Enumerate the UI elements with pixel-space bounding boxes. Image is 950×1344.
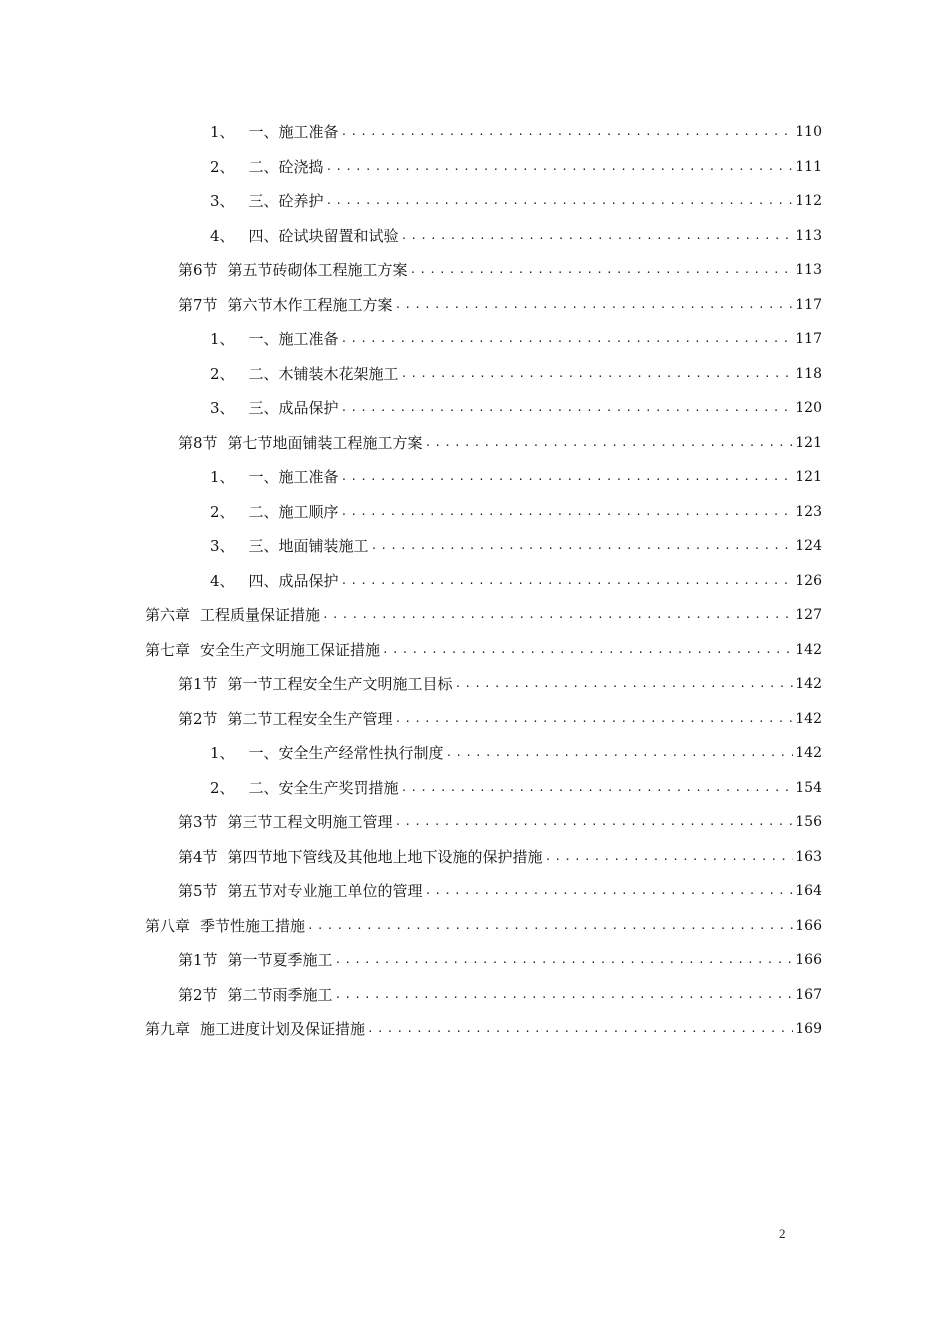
toc-entry-number: 2、: [210, 364, 235, 383]
toc-entry-number: 第6节: [178, 261, 218, 279]
toc-entry-number: 3、: [210, 399, 235, 417]
toc-entry-title: 三、成品保护: [248, 399, 339, 417]
toc-entry-page: 154: [795, 779, 822, 796]
toc-entry-page: 169: [795, 1021, 822, 1037]
toc-entry-title: 一、施工准备: [248, 468, 339, 486]
toc-entry-page: 166: [795, 917, 822, 934]
toc-entry-page: 110: [795, 124, 822, 140]
toc-entry[interactable]: [0, 322, 950, 357]
table-of-contents: [0, 115, 950, 1047]
toc-entry-title: 三、砼养护: [248, 192, 324, 210]
toc-dot-leader: [341, 564, 794, 599]
toc-entry-number: 4、: [210, 226, 235, 245]
toc-entry[interactable]: [0, 805, 950, 840]
toc-entry-number: 第1节: [178, 675, 218, 693]
toc-dot-leader: [545, 840, 794, 875]
toc-entry[interactable]: [0, 840, 950, 875]
toc-entry-number: 第1节: [178, 951, 218, 969]
toc-entry[interactable]: [0, 495, 950, 530]
toc-entry-page: 113: [795, 227, 822, 244]
toc-entry-page: 117: [795, 296, 822, 313]
toc-entry-page: 111: [795, 158, 822, 175]
toc-entry-number: 第六章: [145, 606, 191, 624]
toc-entry[interactable]: [0, 667, 950, 702]
toc-entry[interactable]: [0, 357, 950, 392]
toc-entry-title: 二、木铺装木花架施工: [248, 364, 399, 383]
toc-entry-number: 1、: [210, 468, 235, 486]
toc-entry-number: 第八章: [145, 916, 191, 935]
toc-dot-leader: [341, 495, 794, 530]
toc-entry[interactable]: [0, 115, 950, 150]
toc-entry-number: 第5节: [178, 882, 218, 900]
toc-entry-title: 四、砼试块留置和试验: [248, 226, 399, 245]
toc-entry[interactable]: [0, 426, 950, 461]
toc-entry-title: 二、砼浇捣: [248, 157, 324, 176]
toc-entry-page: 167: [795, 986, 822, 1003]
toc-entry-number: 第7节: [178, 295, 218, 314]
toc-entry-page: 127: [795, 607, 822, 623]
toc-entry-title: 一、施工准备: [248, 123, 339, 141]
toc-dot-leader: [341, 115, 794, 150]
toc-entry-page: 164: [795, 883, 822, 899]
toc-entry-page: 121: [795, 469, 822, 485]
toc-entry-page: 117: [795, 331, 822, 347]
toc-entry-title: 一、施工准备: [248, 330, 339, 348]
toc-dot-leader: [322, 598, 793, 633]
toc-entry[interactable]: [0, 184, 950, 219]
toc-entry-number: 1、: [210, 744, 235, 762]
toc-entry-number: 第8节: [178, 433, 218, 452]
toc-entry-title: 第六节木作工程施工方案: [227, 295, 393, 314]
toc-entry[interactable]: [0, 633, 950, 668]
toc-entry[interactable]: [0, 598, 950, 633]
toc-entry[interactable]: [0, 1012, 950, 1047]
toc-entry-page: 118: [795, 365, 822, 382]
toc-entry[interactable]: [0, 150, 950, 185]
toc-entry-number: 2、: [210, 502, 235, 521]
toc-entry-title: 第一节夏季施工: [227, 951, 333, 969]
toc-entry-number: 2、: [210, 778, 235, 797]
toc-entry[interactable]: [0, 909, 950, 944]
toc-dot-leader: [307, 909, 793, 944]
toc-entry-title: 施工进度计划及保证措施: [200, 1020, 366, 1038]
toc-dot-leader: [326, 150, 794, 185]
page-number: 2: [779, 1226, 786, 1241]
toc-entry-page: 123: [795, 503, 822, 520]
toc-entry-title: 三、地面铺装施工: [248, 537, 369, 555]
toc-entry-number: 2、: [210, 157, 235, 176]
toc-entry-page: 113: [795, 262, 822, 278]
toc-dot-leader: [401, 771, 794, 806]
toc-entry-title: 第五节砖砌体工程施工方案: [227, 261, 408, 279]
toc-entry-page: 124: [795, 538, 822, 554]
toc-entry-title: 第一节工程安全生产文明施工目标: [227, 675, 453, 693]
toc-entry-number: 第九章: [145, 1020, 191, 1038]
toc-entry-number: 1、: [210, 330, 235, 348]
toc-entry-page: 142: [795, 745, 822, 761]
toc-entry-title: 第二节工程安全生产管理: [227, 709, 393, 728]
toc-entry-page: 120: [795, 400, 822, 416]
toc-dot-leader: [401, 357, 794, 392]
toc-entry[interactable]: [0, 564, 950, 599]
toc-entry-title: 第二节雨季施工: [227, 985, 333, 1004]
toc-dot-leader: [335, 978, 794, 1013]
toc-entry-number: 3、: [210, 537, 235, 555]
toc-entry-page: 166: [795, 952, 822, 968]
toc-entry[interactable]: [0, 771, 950, 806]
toc-entry[interactable]: [0, 288, 950, 323]
toc-entry-page: 142: [795, 710, 822, 727]
toc-dot-leader: [371, 529, 794, 564]
toc-entry-number: 4、: [210, 571, 235, 590]
toc-entry[interactable]: [0, 736, 950, 771]
toc-dot-leader: [401, 219, 794, 254]
toc-dot-leader: [455, 667, 794, 702]
toc-entry-page: 156: [795, 814, 822, 830]
toc-entry-page: 142: [795, 676, 822, 692]
toc-entry-page: 112: [795, 193, 822, 209]
toc-dot-leader: [425, 874, 794, 909]
toc-dot-leader: [410, 253, 794, 288]
toc-entry-title: 一、安全生产经常性执行制度: [248, 744, 444, 762]
toc-dot-leader: [395, 288, 794, 323]
toc-entry[interactable]: [0, 253, 950, 288]
toc-entry-number: 第七章: [145, 640, 191, 659]
toc-entry-number: 3、: [210, 192, 235, 210]
toc-dot-leader: [335, 943, 794, 978]
toc-dot-leader: [425, 426, 794, 461]
toc-dot-leader: [395, 702, 794, 737]
toc-entry-title: 第四节地下管线及其他地上地下设施的保护措施: [227, 847, 543, 866]
toc-entry-title: 四、成品保护: [248, 571, 339, 590]
toc-dot-leader: [326, 184, 794, 219]
toc-entry[interactable]: [0, 702, 950, 737]
toc-dot-leader: [446, 736, 794, 771]
toc-dot-leader: [395, 805, 794, 840]
toc-entry[interactable]: [0, 943, 950, 978]
toc-entry-title: 二、施工顺序: [248, 502, 339, 521]
toc-entry-page: 121: [795, 434, 822, 451]
toc-entry-page: 126: [795, 572, 822, 589]
toc-dot-leader: [341, 391, 794, 426]
toc-entry-number: 第3节: [178, 813, 218, 831]
toc-entry-title: 工程质量保证措施: [200, 606, 321, 624]
toc-entry-number: 1、: [210, 123, 235, 141]
toc-entry[interactable]: [0, 874, 950, 909]
toc-entry-number: 第2节: [178, 709, 218, 728]
toc-entry[interactable]: [0, 219, 950, 254]
toc-entry[interactable]: [0, 529, 950, 564]
toc-entry[interactable]: [0, 460, 950, 495]
toc-entry[interactable]: [0, 391, 950, 426]
toc-dot-leader: [341, 460, 794, 495]
toc-dot-leader: [382, 633, 793, 668]
toc-entry-title: 第五节对专业施工单位的管理: [227, 882, 423, 900]
toc-dot-leader: [367, 1012, 793, 1047]
toc-entry-title: 安全生产文明施工保证措施: [200, 640, 381, 659]
toc-entry-number: 第2节: [178, 985, 218, 1004]
toc-entry-title: 季节性施工措施: [200, 916, 306, 935]
toc-entry-title: 二、安全生产奖罚措施: [248, 778, 399, 797]
toc-dot-leader: [341, 322, 794, 357]
toc-entry[interactable]: [0, 978, 950, 1013]
toc-entry-title: 第七节地面铺装工程施工方案: [227, 433, 423, 452]
toc-entry-title: 第三节工程文明施工管理: [227, 813, 393, 831]
toc-entry-page: 163: [795, 848, 822, 865]
toc-entry-page: 142: [795, 641, 822, 658]
toc-entry-number: 第4节: [178, 847, 218, 866]
